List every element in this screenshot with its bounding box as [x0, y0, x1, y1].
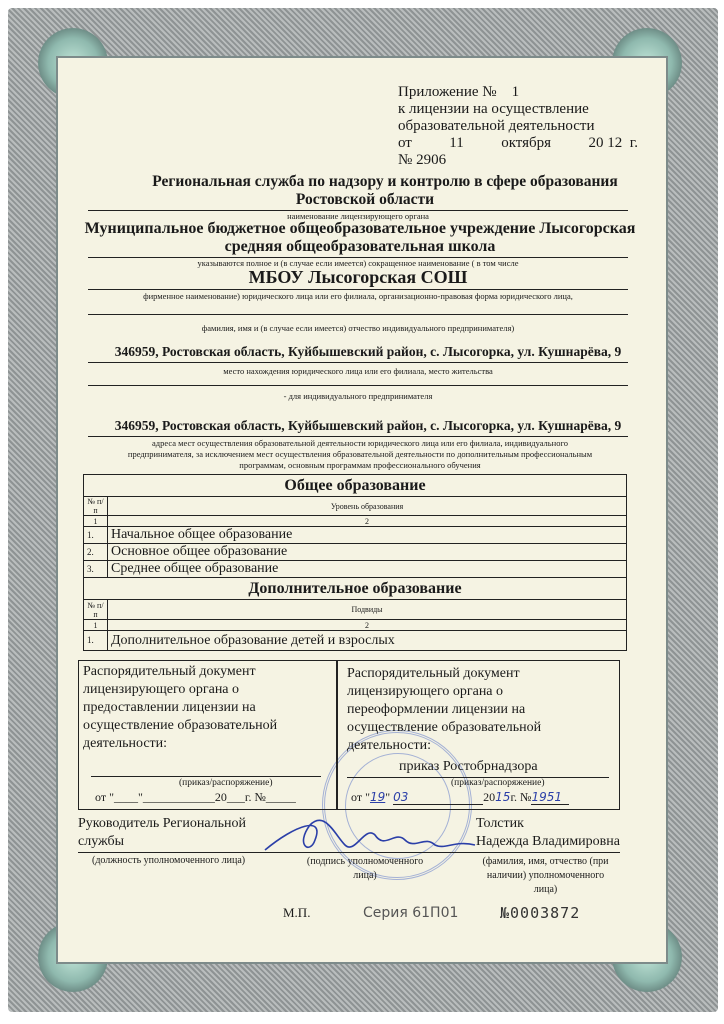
legal-address: 346959, Ростовская область, Куйбышевский район, с. Лысогорка, ул. Кушнарёва, 9 [114, 344, 622, 359]
appendix-day: 11 [449, 135, 464, 151]
row-name: Среднее общее образование [108, 561, 627, 578]
caption: (должность уполномоченного лица) [92, 855, 246, 866]
licensing-body-line: Региональная служба по надзору и контролю в сфере образования [152, 173, 618, 190]
row-name: Основное общее образование [108, 544, 627, 561]
table-row [84, 544, 627, 561]
column-index: 2 [108, 620, 627, 631]
organization-name [40, 220, 680, 256]
caption: адреса мест осуществления образовательной деятельности юридического лица или его филиала, индивидуального [151, 438, 568, 448]
appendix-number: 1 [511, 84, 520, 100]
caption: указываются полное и (в случае если имеется) сокращенное наименование ( в том числе [197, 258, 519, 268]
general-education-table [83, 474, 627, 651]
text: деятельности: [347, 738, 432, 753]
reissue-month: 03 [393, 790, 483, 805]
text: Толстик [476, 816, 524, 831]
column-index: 2 [108, 516, 627, 527]
caption: (подпись уполномоченного лица) [306, 856, 424, 881]
appendix-year: 20 12 [588, 135, 623, 151]
caption: (приказ/распоряжение) [179, 778, 273, 788]
signatory-name [476, 815, 620, 851]
form-number: №0003872 [500, 904, 581, 922]
column-header: № п/п [84, 600, 108, 620]
caption: (приказ/распоряжение) [451, 778, 545, 788]
text: службы [78, 834, 125, 849]
caption: наименование лицензирующего органа [287, 211, 429, 221]
caption: фамилия, имя и (в случае если имеется) отчество индивидуального предпринимателя) [201, 323, 515, 333]
grant-date-line: от "____"____________20___г. №_____ [95, 790, 296, 804]
appendix-label: Приложение № [398, 84, 497, 100]
seal-place-label: М.П. [283, 905, 311, 920]
reissue-number: 1951 [531, 790, 569, 805]
row-number: 3. [84, 561, 108, 578]
reissue-year: 15 [495, 790, 511, 804]
column-index: 1 [84, 620, 108, 631]
text: осуществление образовательной [347, 720, 542, 735]
text: 20 [483, 790, 496, 804]
appendix-month: октября [501, 135, 552, 151]
caption: предпринимателя, за исключением мест осуществления образовательной деятельности по дополнительным профессиональным [127, 449, 593, 459]
caption: (фамилия, имя, отчество (при наличии) уполномоченного лица) [482, 856, 609, 895]
text: осуществление образовательной [83, 718, 278, 733]
text: Надежда Владимировна [476, 834, 620, 849]
row-name: Дополнительное образование детей и взрослых [108, 631, 627, 651]
text: Распорядительный документ [347, 666, 520, 681]
caption: место нахождения юридического лица или его филиала, место жительства [223, 366, 493, 376]
reissue-day: 19 [369, 790, 386, 804]
table-row [84, 631, 627, 651]
text: г. № [510, 790, 532, 804]
license-no-label: № [398, 152, 413, 168]
text: деятельности: [83, 736, 168, 751]
licensing-body [65, 173, 705, 209]
caption: фирменное наименование) юридического лица или его филиала, организационно-правовая форма юридического лица, [143, 291, 573, 301]
licensing-body-line: Ростовской области [295, 191, 435, 208]
appendix-year-suffix: г. [629, 135, 638, 151]
caption: программам, основным программам профессионального обучения [239, 460, 481, 470]
table-row [84, 561, 627, 578]
text: лицензирующего органа о [83, 682, 240, 697]
grant-document [83, 663, 277, 753]
org-short-name: МБОУ Лысогорская СОШ [248, 267, 468, 287]
org-name-line: Муниципальное бюджетное общеобразовательное учреждение Лысогорская [84, 220, 636, 237]
row-number: 1. [84, 527, 108, 544]
activity-address-caption [60, 438, 660, 471]
table-title: Общее образование [84, 475, 627, 497]
text: Распорядительный документ [83, 664, 256, 679]
column-header: № п/п [84, 497, 108, 516]
text: от " [351, 790, 370, 804]
order-documents-box [78, 660, 620, 810]
row-number: 2. [84, 544, 108, 561]
text: предоставлении лицензии на [83, 700, 256, 715]
text: лицензирующего органа о [347, 684, 504, 699]
reissue-document [347, 665, 541, 755]
license-number: 2906 [416, 152, 447, 168]
table-title: Дополнительное образование [84, 578, 627, 600]
org-name-line: средняя общеобразовательная школа [224, 238, 496, 255]
appendix-header [398, 84, 638, 169]
activity-address: 346959, Ростовская область, Куйбышевский район, с. Лысогорка, ул. Кушнарёва, 9 [114, 418, 622, 433]
signatory-position [78, 815, 246, 851]
column-header: Подвиды [108, 600, 627, 620]
column-index: 1 [84, 516, 108, 527]
table-row [84, 527, 627, 544]
row-number: 1. [84, 631, 108, 651]
appendix-line: образовательной деятельности [398, 118, 595, 134]
appendix-line: к лицензии на осуществление [398, 101, 589, 117]
column-header: Уровень образования [108, 497, 627, 516]
reissue-order-type: приказ Ростобрнадзора [399, 759, 538, 774]
row-name: Начальное общее образование [108, 527, 627, 544]
appendix-from: от [398, 135, 412, 151]
text: Руководитель Региональной [78, 816, 247, 831]
text: переоформлении лицензии на [347, 702, 526, 717]
reissue-date-line: от "19" 03 2015г. №1951 [351, 790, 569, 805]
form-series: Серия 61П01 [363, 905, 459, 921]
caption: - для индивидуального предпринимателя [283, 391, 433, 401]
signature [255, 805, 485, 865]
